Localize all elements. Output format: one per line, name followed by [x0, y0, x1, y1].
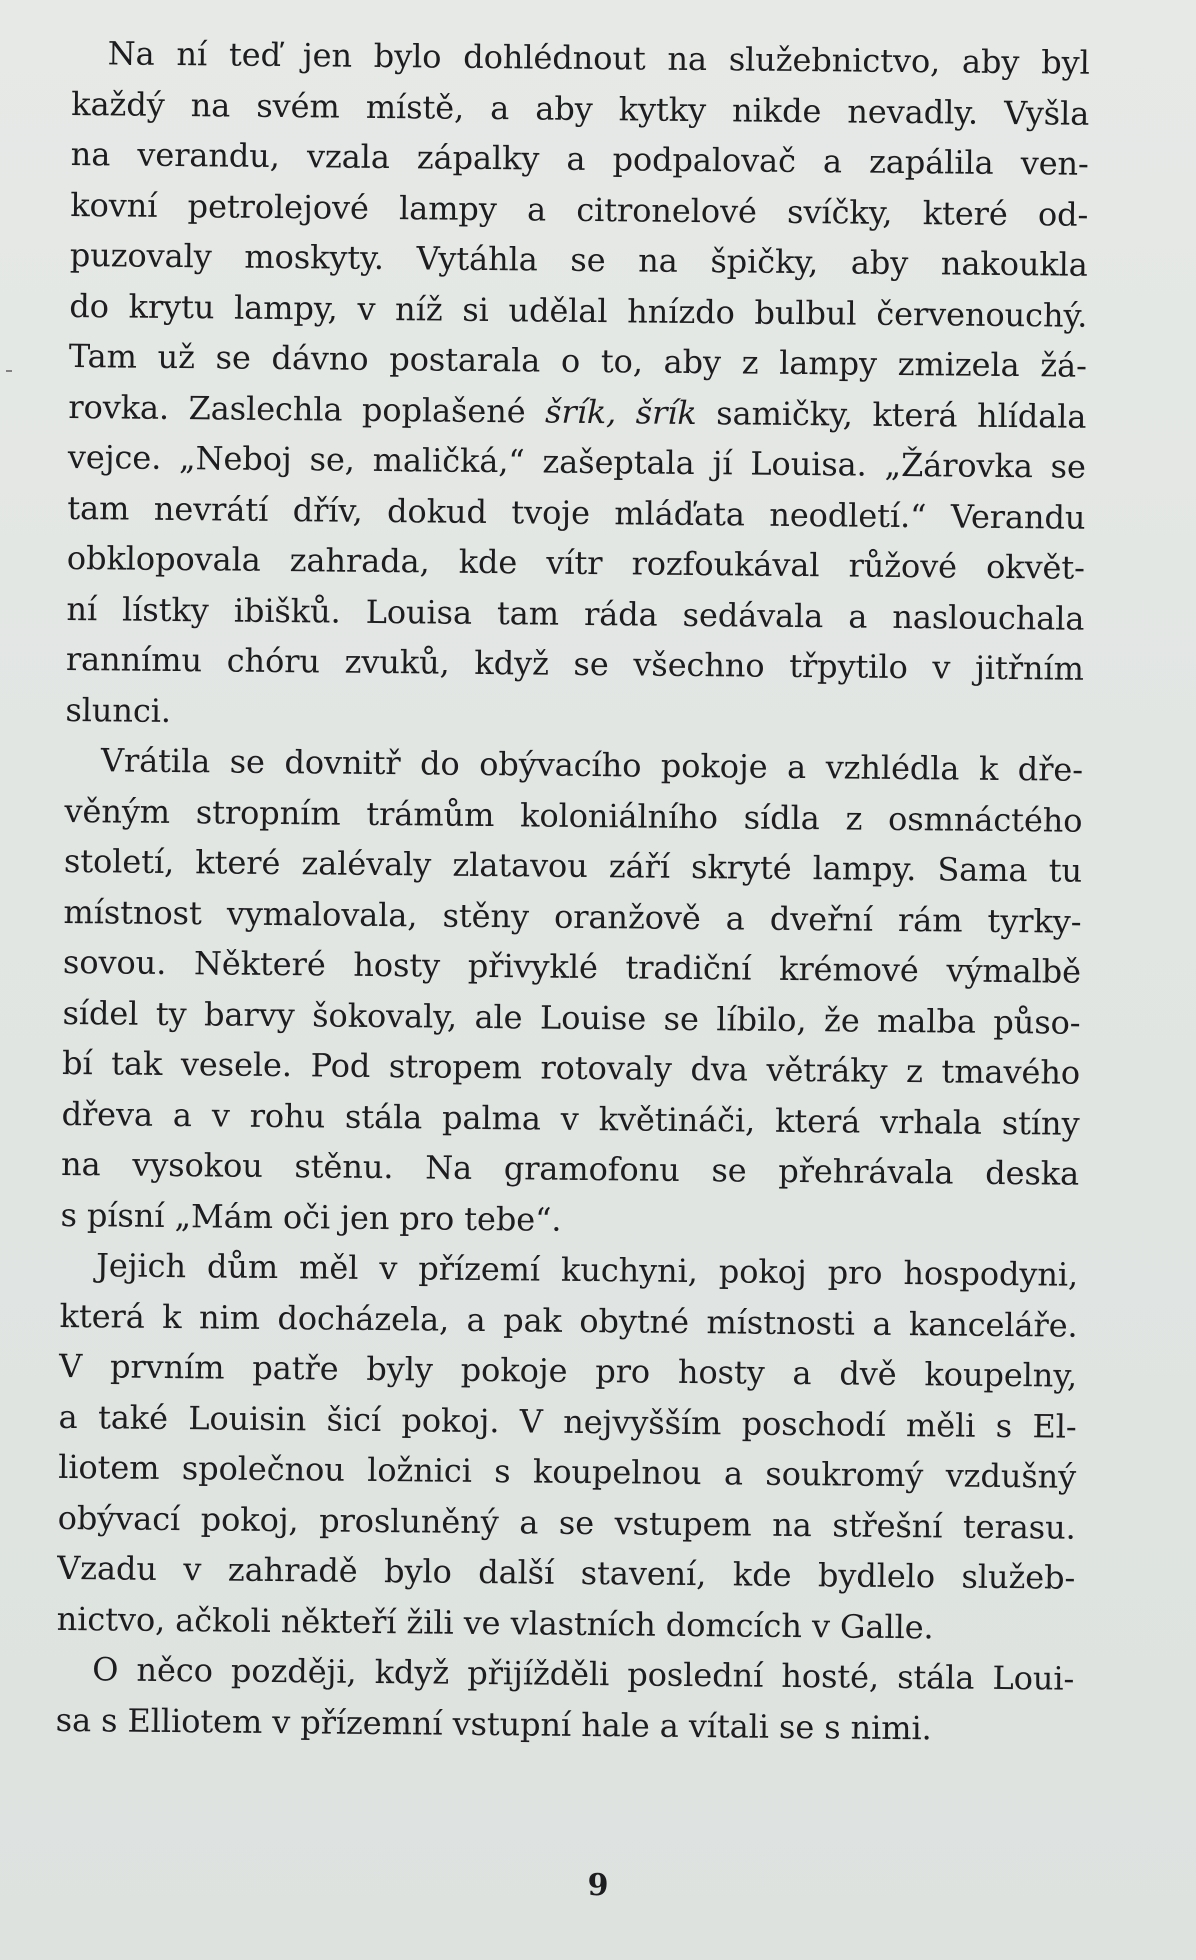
text-line: Vzadu v zahradě bylo další stavení, kde bydlelo služeb-: [57, 1548, 1076, 1597]
text-line: na verandu, vzala zápalky a podpalovač a zapálila ven-: [70, 134, 1089, 183]
text-line: tam nevrátí dřív, dokud tvoje mláďata neodletí.“ Verandu: [67, 488, 1086, 537]
text-line: puzovaly moskyty. Vytáhla se na špičky, aby nakoukla: [69, 235, 1088, 284]
margin-mark: [6, 370, 12, 372]
text-line: do krytu lampy, v níž si udělal hnízdo bulbul červenouchý.: [69, 286, 1088, 335]
italic-text: šrík, šrík: [544, 392, 697, 432]
text-line: místnost vymalovala, stěny oranžově a dveřní rám tyrky-: [63, 892, 1082, 941]
text-line: O něco později, když přijížděli poslední hosté, stála Loui-: [92, 1650, 1075, 1698]
text-line: rannímu chóru zvuků, když se všechno třpytilo v jitřním: [65, 639, 1085, 688]
text-line: Vrátila se dovnitř do obývacího pokoje a vzhlédla k dře-: [100, 741, 1084, 789]
text-line: rovka. Zaslechla poplašené šrík, šrík samičky, která hlídala: [68, 387, 1087, 436]
text-line: nictvo, ačkoli někteří žili ve vlastních domcích v Galle.: [56, 1599, 934, 1646]
text-line: bí tak vesele. Pod stropem rotovaly dva větráky z tmavého: [61, 1043, 1081, 1092]
text-line: s písní „Mám oči jen pro tebe“.: [60, 1195, 562, 1239]
text-line: sídel ty barvy šokovaly, ale Louise se líbilo, že malba půso-: [62, 993, 1081, 1042]
paragraph: [60, 735, 1083, 1250]
page-number: 9: [587, 1868, 609, 1903]
text-line: století, které zalévaly zlatavou září skryté lampy. Sama tu: [63, 841, 1083, 890]
text-line: V prvním patře byly pokoje pro hosty a dvě koupelny,: [58, 1346, 1078, 1395]
text-line: ní lístky ibišků. Louisa tam ráda sedávala a naslouchala: [66, 589, 1085, 638]
paragraph: [65, 28, 1090, 745]
text-line: Jejich dům měl v přízemí kuchyni, pokoj pro hospodyni,: [95, 1246, 1079, 1294]
text-line: na vysokou stěnu. Na gramofonu se přehrávala deska: [60, 1144, 1080, 1193]
text-line: každý na svém místě, a aby kytky nikde nevadly. Vyšla: [71, 84, 1090, 133]
text-line: sovou. Některé hosty přivyklé tradiční krémové výmalbě: [62, 942, 1082, 991]
paragraph: [56, 1644, 1075, 1755]
text-line: obývací pokoj, prosluněný a se vstupem na střešní terasu.: [57, 1498, 1076, 1547]
text-line: vejce. „Neboj se, maličká,“ zašeptala jí Louisa. „Žárovka se: [67, 437, 1087, 486]
text-line: věným stropním trámům koloniálního sídla z osmnáctého: [64, 791, 1083, 840]
text-line: slunci.: [65, 690, 172, 730]
text-line: liotem společnou ložnici s koupelnou a soukromý vzdušný: [58, 1447, 1077, 1496]
text-line: obklopovala zahrada, kde vítr rozfoukával růžové okvět-: [66, 538, 1086, 587]
text-line: sa s Elliotem v přízemní vstupní hale a vítali se s nimi.: [55, 1700, 932, 1747]
text-line: kovní petrolejové lampy a citronelové svíčky, které od-: [70, 185, 1089, 234]
text-line: dřeva a v rohu stála palma v květináči, která vrhala stíny: [61, 1094, 1080, 1143]
text-line: Na ní teď jen bylo dohlédnout na služebnictvo, aby byl: [107, 34, 1090, 82]
paragraph: [56, 1240, 1078, 1654]
text-line: a také Louisin šicí pokoj. V nejvyšším poschodí měli s El-: [58, 1397, 1077, 1446]
text-line: Tam už se dávno postarala o to, aby z lampy zmizela žá-: [68, 336, 1087, 385]
body-text: [56, 28, 1090, 1755]
text-line: která k nim docházela, a pak obytné místnosti a kanceláře.: [59, 1296, 1078, 1345]
